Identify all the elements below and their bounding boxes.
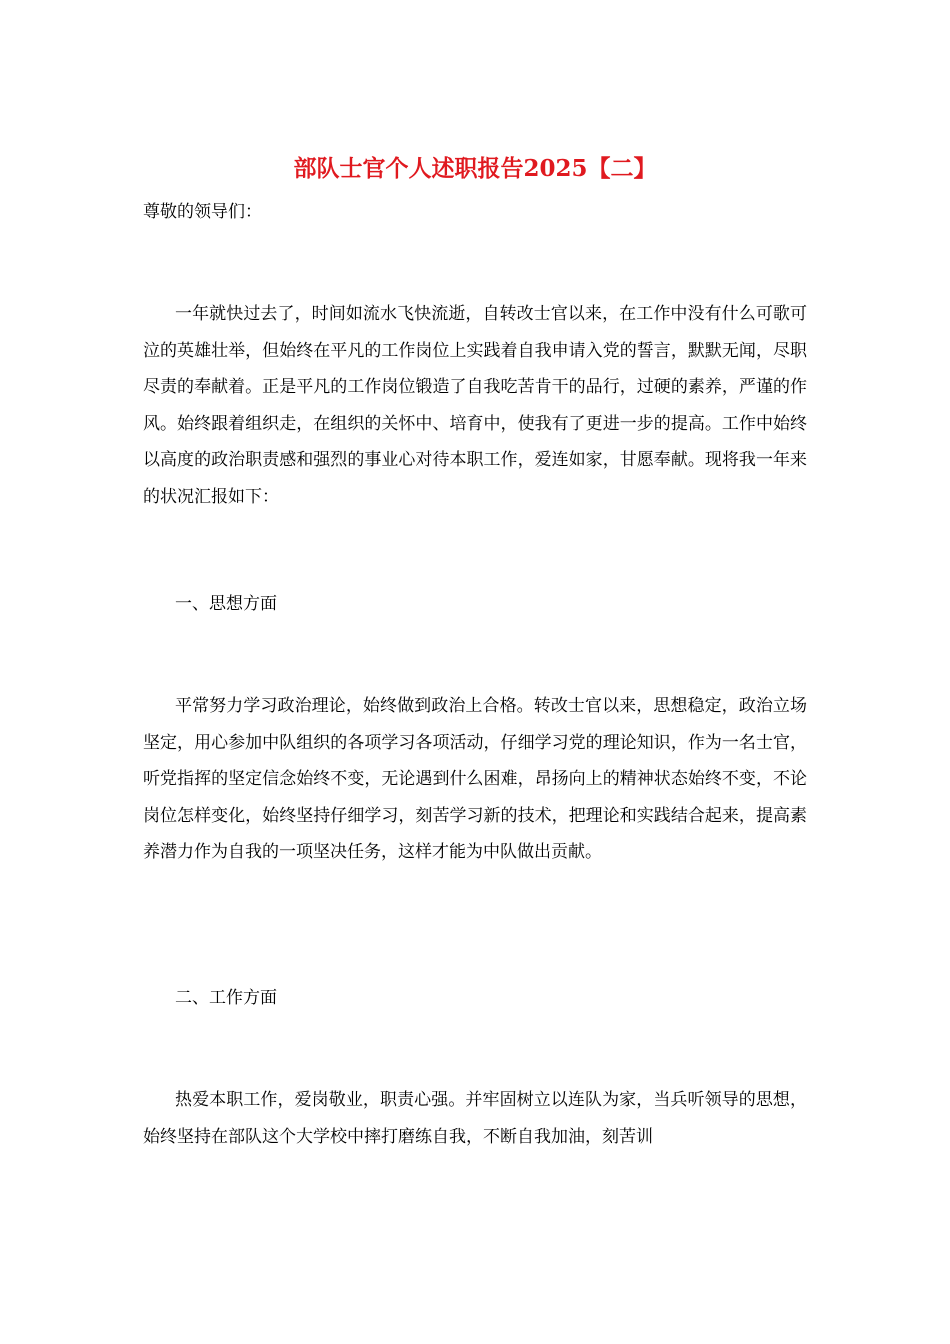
paragraph-thought: 平常努力学习政治理论，始终做到政治上合格。转改士官以来，思想稳定，政治立场坚定，用心参加中队组织的各项学习各项活动，仔细学习党的理论知识，作为一名士官，听党指挥的坚定信念始终不变，无论遇到什么困难，昂扬向上的精神状态始终不变，不论岗位怎样变化，始终坚持仔细学习，刻苦学习新的技术，把理论和实践结合起来，提高素养潜力作为自我的一项坚决任务，这样才能为中队做出贡献。 [143, 696, 807, 862]
paragraph-work: 热爱本职工作，爱岗敬业，职责心强。并牢固树立以连队为家，当兵听领导的思想，始终坚持在部队这个大学校中摔打磨练自我，不断自我加油，刻苦训 [143, 1090, 807, 1147]
salutation: 尊敬的领导们： [143, 202, 262, 222]
section-heading-work: 二、工作方面 [175, 988, 277, 1008]
paragraph-intro: 一年就快过去了，时间如流水飞快流逝，自转改士官以来，在工作中没有什么可歌可泣的英雄壮举，但始终在平凡的工作岗位上实践着自我申请入党的誓言，默默无闻，尽职尽责的奉献着。正是平凡的工作岗位锻造了自我吃苦肯干的品行，过硬的素养，严谨的作风。始终跟着组织走，在组织的关怀中、培育中，使我有了更进一步的提高。工作中始终以高度的政治职责感和强烈的事业心对待本职工作，爱连如家，甘愿奉献。现将我一年来的状况汇报如下： [143, 304, 807, 507]
document-title: 部队士官个人述职报告2025【二】 [293, 155, 657, 182]
section-heading-thought: 一、思想方面 [175, 594, 277, 614]
